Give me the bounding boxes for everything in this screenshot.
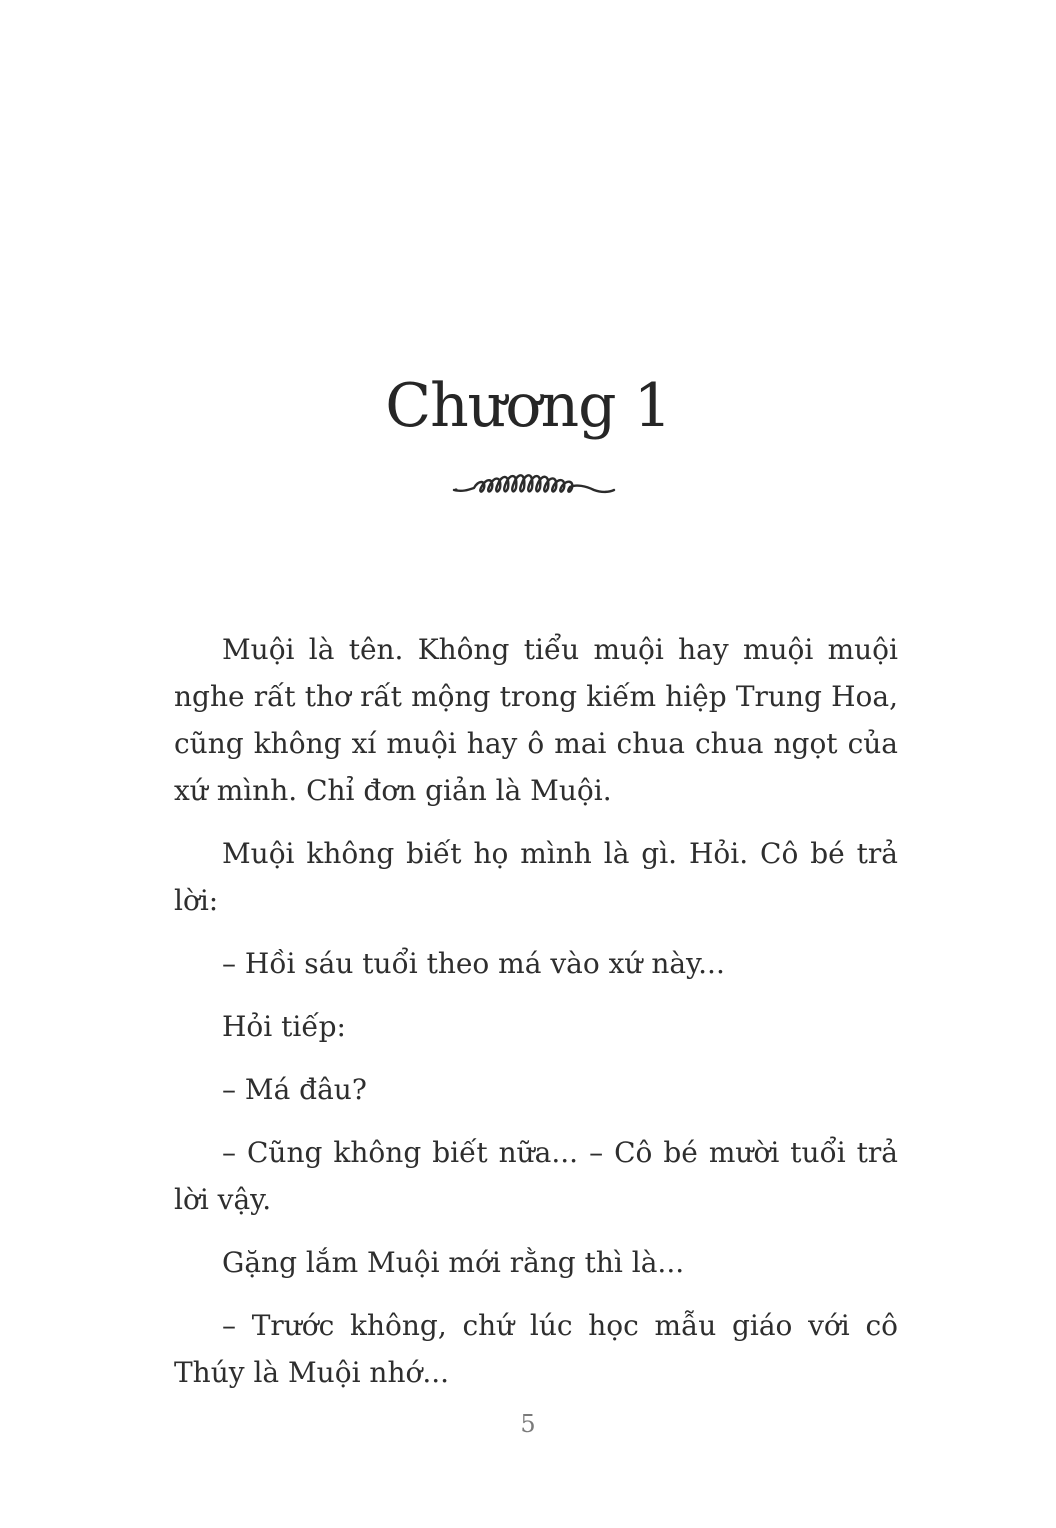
scroll-flourish-icon	[452, 470, 616, 500]
paragraph: Muội là tên. Không tiểu muội hay muội muội nghe rất thơ rất mộng trong kiếm hiệp Trung Hoa, cũng không xí muội hay ô mai chua chua ngọt của xứ mình. Chỉ đơn giản là Muội.	[174, 633, 898, 807]
chapter-title: Chương 1	[385, 371, 671, 441]
paragraph: – Trước không, chứ lúc học mẫu giáo với cô Thúy là Muội nhớ...	[174, 1309, 898, 1389]
paragraph: – Hồi sáu tuổi theo má vào xứ này...	[222, 947, 725, 980]
page-number: 5	[520, 1410, 536, 1438]
chapter-body	[174, 626, 898, 1412]
paragraph: Hỏi tiếp:	[222, 1010, 346, 1043]
paragraph: Gặng lắm Muội mới rằng thì là...	[222, 1246, 685, 1279]
paragraph: Muội không biết họ mình là gì. Hỏi. Cô bé trả lời:	[174, 837, 898, 917]
paragraph: – Má đâu?	[222, 1073, 367, 1106]
paragraph: – Cũng không biết nữa... – Cô bé mười tuổi trả lời vậy.	[174, 1136, 898, 1216]
